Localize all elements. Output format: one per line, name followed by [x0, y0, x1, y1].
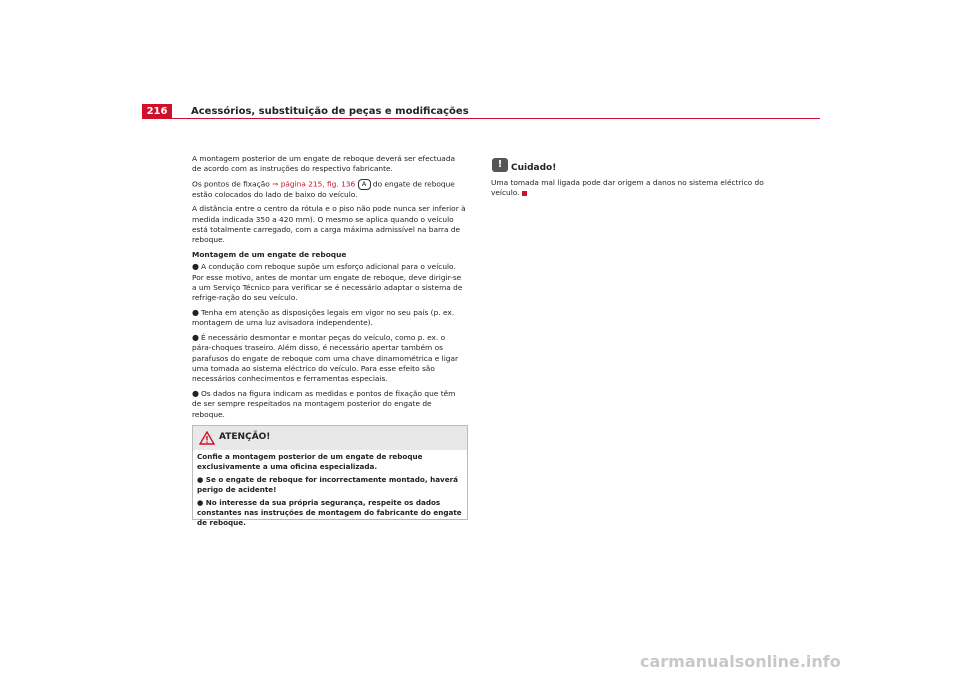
bullet-icon: ● — [197, 497, 206, 507]
warning-header — [193, 426, 467, 450]
fixation-text-end: do engate de reboque estão colocados do lado de baixo do veículo. — [192, 179, 455, 199]
bullet-icon: ● — [192, 388, 199, 398]
list-item: ● Os dados na figura indicam as medidas e pontos de fixação que têm de ser sempre respeitados na montagem posterior do engate de reboque. — [192, 388, 456, 419]
bullet-icon: ● — [192, 307, 199, 317]
warning-box — [192, 425, 468, 528]
exclamation-icon: ! — [492, 158, 508, 172]
footer-watermark: carmanualsonline.info — [640, 652, 841, 671]
caution-title: Cuidado! — [511, 163, 557, 173]
list-item: ● Se o engate de reboque for incorrectamente montado, haverá perigo de acidente! — [197, 474, 459, 495]
header-rule — [172, 118, 820, 119]
page-title: Acessórios, substituição de peças e modificações — [191, 106, 469, 117]
section-subheading: Montagem de um engate de reboque — [192, 249, 347, 259]
warning-text: Confie a montagem posterior de um engate de reboque exclusivamente a uma oficina especializada. — [197, 452, 423, 472]
warning-title: ATENÇÃO! — [219, 432, 271, 442]
warning-body — [193, 450, 467, 533]
bullet-icon: ● — [192, 262, 199, 272]
fixation-text-start: Os pontos de fixação — [192, 179, 273, 189]
left-column — [192, 154, 466, 424]
list-item: ● No interesse da sua própria segurança, respeite os dados constantes nas instruções de montagem do fabricante do engate de reboque. — [197, 497, 462, 528]
page-reference-link[interactable]: ⇒ página 215, fig. 136 — [272, 179, 356, 189]
list-item: ● Tenha em atenção as disposições legais em vigor no seu país (p. ex. montagem de uma luz avisadora independente). — [192, 307, 455, 328]
list-item: ● A condução com reboque supõe um esforço adicional para o veículo. Por esse motivo, antes de montar um engate de reboque, deve dirigir-se a um Serviço Técnico para verificar se é necessário adaptar o sistema de refrige-ração do seu veículo. — [192, 262, 463, 303]
bullet-icon: ● — [192, 332, 199, 342]
paragraph-distance: A distância entre o centro da rótula e o piso não pode nunca ser inferior à medida indicada 350 a 420 mm). O mesmo se aplica quando o veículo está totalmente carregado, com a carga máxima admissível na barra de reboque. — [192, 204, 466, 245]
warning-triangle-icon — [199, 431, 215, 445]
end-square-icon — [522, 191, 527, 196]
right-column — [491, 158, 771, 199]
caution-text: Uma tomada mal ligada pode dar origem a danos no sistema eléctrico do veículo. — [491, 178, 764, 198]
page-number: 216 — [142, 104, 172, 119]
paragraph-fixation — [192, 179, 466, 200]
bullet-icon: ● — [197, 474, 206, 484]
caution-header — [491, 158, 771, 176]
list-item: ● É necessário desmontar e montar peças do veículo, como p. ex. o pára-choques traseiro. Além disso, é necessário apertar também os parafusos do engate de reboque com uma chave dinamométrica e ligar uma tomada ao sistema eléctrico do veículo. Para esse efeito são necessários conhecimentos e ferramentas especiais. — [192, 332, 459, 384]
figure-marker-badge: A — [358, 179, 371, 190]
caution-text-paragraph — [491, 178, 771, 199]
paragraph-intro: A montagem posterior de um engate de reboque deverá ser efectuada de acordo com as instruções do respectivo fabricante. — [192, 154, 456, 174]
